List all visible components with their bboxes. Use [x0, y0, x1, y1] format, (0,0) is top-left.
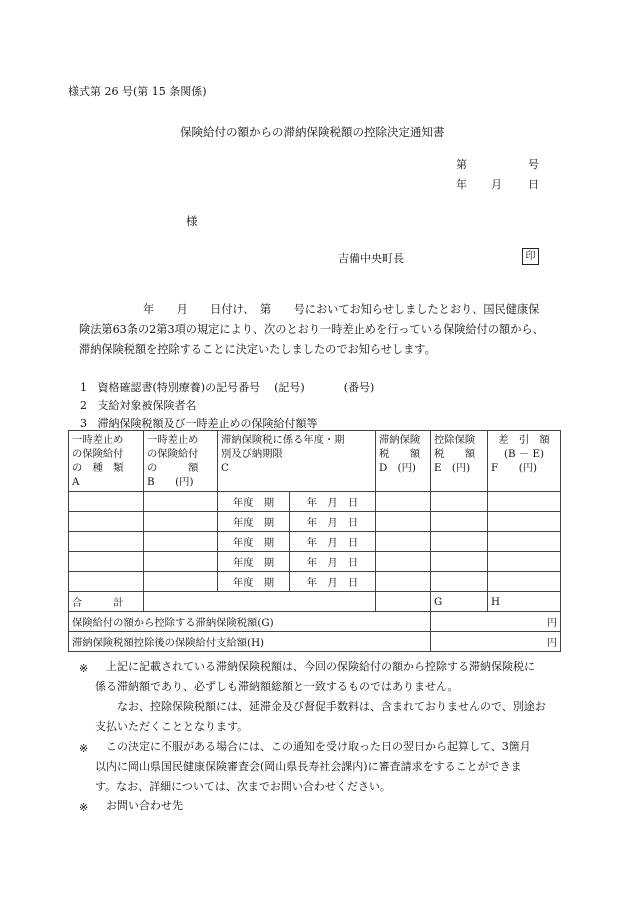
cell-period: 年度 期	[218, 512, 290, 532]
header-d-line: 滞納保険	[379, 434, 421, 446]
item-number: 2	[80, 399, 87, 412]
cell-e	[431, 512, 488, 532]
header-e-line: E (円)	[434, 462, 471, 474]
cell-a	[69, 552, 144, 572]
table-row	[69, 532, 561, 552]
item-number: 1	[80, 381, 87, 394]
cell-a	[69, 572, 144, 592]
note-line: 係る滞納額であり、必ずしも滞納額総額と一致するものではありません。	[95, 680, 459, 693]
item-1	[80, 379, 374, 395]
total-d	[376, 592, 431, 612]
cell-period: 年度 期	[218, 492, 290, 512]
total-span	[144, 592, 376, 612]
body-line: 滞納保険税額を控除することに決定いたしましたのでお知らせします。	[79, 343, 436, 356]
header-f-line: F (円)	[491, 462, 538, 474]
cell-a	[69, 512, 144, 532]
note-1	[79, 657, 565, 737]
note-line: お問い合わせ先	[95, 799, 183, 812]
cell-f	[488, 512, 561, 532]
note-3	[79, 796, 565, 816]
summary-unit: 円	[431, 632, 561, 652]
cell-e	[431, 552, 488, 572]
cell-b	[144, 572, 218, 592]
cell-e	[431, 572, 488, 592]
cell-d	[376, 532, 431, 552]
header-b-line: 一時差止め	[147, 434, 199, 446]
note-line: 以内に岡山県国民健康保険審査会(岡山県長寿社会課内)に審査請求をすることができま	[95, 760, 522, 773]
issuer-name: 吉備中央町長	[338, 252, 404, 265]
table-header-row	[69, 431, 561, 492]
total-h: H	[488, 592, 561, 612]
total-label: 合 計	[69, 592, 144, 612]
note-line: 上記に記載されている滞納保険税額は、今回の保険給付の額から控除する滞納保険税に	[95, 660, 535, 673]
cell-b	[144, 512, 218, 532]
body-paragraph	[79, 300, 565, 360]
cell-deadline: 年 月 日	[290, 532, 376, 552]
cell-a	[69, 492, 144, 512]
summary-unit: 円	[431, 612, 561, 632]
header-f	[488, 431, 561, 492]
recipient-suffix: 様	[186, 214, 198, 228]
summary-label: 保険給付の額から控除する滞納保険税額(G)	[69, 612, 431, 632]
header-d-line: D (円)	[379, 462, 416, 474]
item-3	[80, 415, 318, 431]
summary-row	[69, 632, 561, 652]
table-row	[69, 512, 561, 532]
cell-deadline: 年 月 日	[290, 552, 376, 572]
header-e-line: 控除保険	[434, 434, 476, 446]
note-line: なお、控除保険税額には、延滞金及び督促手数料は、含まれておりませんので、別途お	[95, 700, 546, 713]
form-id: 様式第 26 号(第 15 条関係)	[68, 85, 207, 98]
note-line: す。なお、詳細については、次までお問い合わせください。	[95, 780, 391, 793]
header-a	[69, 431, 144, 492]
cell-b	[144, 552, 218, 572]
cell-period: 年度 期	[218, 572, 290, 592]
header-b	[144, 431, 218, 492]
item-text: 資格確認書(特別療養)の記号番号	[97, 381, 261, 394]
cell-a	[69, 532, 144, 552]
header-e-line: 税 額	[434, 448, 476, 460]
header-f-line: 差 引 額	[498, 434, 550, 446]
cell-b	[144, 532, 218, 552]
cell-f	[488, 552, 561, 572]
header-b-line: B (円)	[147, 476, 194, 488]
table-row	[69, 572, 561, 592]
body-line: 年 月 日付け、 第 号においてお知らせしましたとおり、国民健康保	[143, 303, 540, 316]
body-line: 険法第63条の2第3項の規定により、次のとおり一時差止めを行っている保険給付の額から、	[79, 323, 544, 336]
note-mark: ※	[79, 662, 89, 675]
cell-period: 年度 期	[218, 532, 290, 552]
item-bangou: (番号)	[343, 381, 375, 394]
date-month: 月	[491, 178, 502, 191]
cell-e	[431, 532, 488, 552]
item-text: 支給対象被保険者名	[97, 399, 197, 412]
date-year: 年	[456, 178, 467, 191]
doc-number-go: 号	[528, 158, 539, 171]
item-number: 3	[80, 417, 87, 430]
item-2	[80, 397, 197, 413]
header-a-line: の 種 類	[72, 462, 124, 474]
header-f-line: (B － E)	[504, 448, 544, 460]
header-e	[431, 431, 488, 492]
item-text: 滞納保険税額及び一時差止めの保険給付額等	[97, 417, 318, 430]
cell-deadline: 年 月 日	[290, 512, 376, 532]
header-d-line: 税 額	[379, 448, 421, 460]
header-c-line: C	[221, 462, 229, 474]
doc-number-dai: 第	[456, 158, 467, 171]
header-a-line: の保険給付	[72, 448, 124, 460]
header-a-line: 一時差止め	[72, 434, 124, 446]
cell-b	[144, 492, 218, 512]
total-g: G	[431, 592, 488, 612]
total-row	[69, 592, 561, 612]
cell-f	[488, 492, 561, 512]
header-b-line: の 額	[147, 462, 199, 474]
header-c	[218, 431, 376, 492]
header-c-line: 別及び納期限	[221, 448, 283, 460]
cell-period: 年度 期	[218, 552, 290, 572]
cell-f	[488, 572, 561, 592]
cell-f	[488, 532, 561, 552]
cell-d	[376, 572, 431, 592]
document-title: 保険給付の額からの滞納保険税額の控除決定通知書	[180, 125, 445, 139]
cell-d	[376, 512, 431, 532]
note-2	[79, 737, 565, 797]
table-row	[69, 492, 561, 512]
summary-label: 滞納保険税額控除後の保険給付支給額(H)	[69, 632, 431, 652]
header-d	[376, 431, 431, 492]
summary-row	[69, 612, 561, 632]
note-mark: ※	[79, 742, 89, 755]
cell-deadline: 年 月 日	[290, 572, 376, 592]
header-b-line: の保険給付	[147, 448, 199, 460]
note-mark: ※	[79, 801, 89, 814]
note-line: この決定に不服がある場合には、この通知を受け取った日の翌日から起算して、3箇月	[95, 740, 531, 753]
payment-table	[68, 430, 561, 652]
seal-stamp: 印	[522, 248, 539, 265]
date-day: 日	[528, 178, 539, 191]
cell-deadline: 年 月 日	[290, 492, 376, 512]
cell-d	[376, 492, 431, 512]
table-row	[69, 552, 561, 572]
cell-e	[431, 492, 488, 512]
header-a-line: A	[72, 476, 80, 488]
header-c-line: 滞納保険税に係る年度・期	[221, 434, 345, 446]
cell-d	[376, 552, 431, 572]
note-line: 支払いただくこととなります。	[95, 720, 249, 733]
item-kigou: (記号)	[274, 381, 305, 394]
